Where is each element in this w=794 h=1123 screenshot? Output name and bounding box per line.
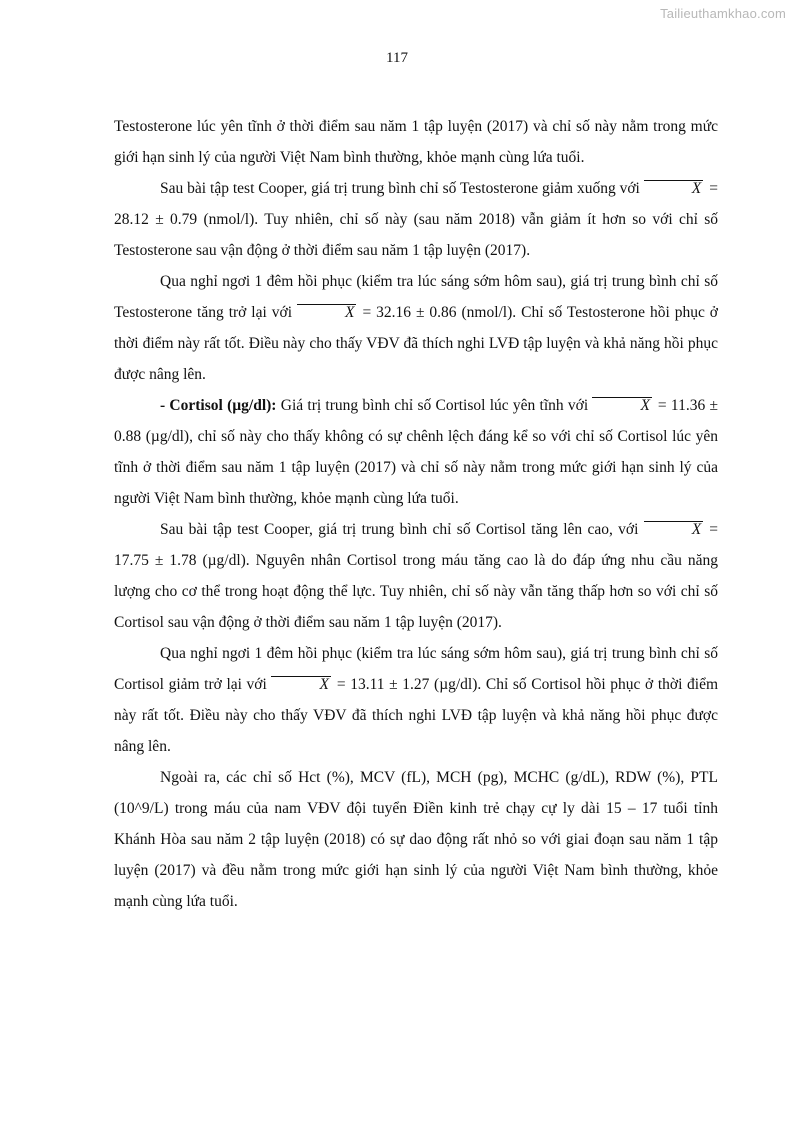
paragraph-4 — [114, 390, 718, 514]
paragraph-5-text-b: = 17.75 ± 1.78 (µg/dl). Nguyên nhân Cortisol trong máu tăng cao là do đáp ứng nhu cầu năng lượng cho cơ thể trong hoạt động thể lực. Tuy nhiên, chỉ số này vẫn tăng thấp hơn so với chỉ số Cortisol sau vận động ở thời điểm sau năm 1 tập luyện (2017). — [114, 521, 719, 631]
mean-symbol: X — [592, 397, 651, 413]
paragraph-3-text-a: Qua nghỉ ngơi 1 đêm hồi phục (kiểm tra lúc sáng sớm hôm sau), giá trị trung bình chỉ số Testosterone tăng trở lại với — [114, 273, 718, 321]
document-body — [114, 111, 718, 917]
paragraph-6-text-a: Qua nghỉ ngơi 1 đêm hồi phục (kiểm tra lúc sáng sớm hôm sau), giá trị trung bình chỉ số Cortisol giảm trở lại với — [114, 645, 718, 693]
mean-symbol: X — [271, 676, 330, 692]
paragraph-4-text-a: Giá trị trung bình chỉ số Cortisol lúc yên tĩnh với — [280, 397, 589, 414]
paragraph-5 — [114, 514, 718, 638]
mean-symbol: X — [644, 180, 703, 196]
paragraph-6 — [114, 638, 718, 762]
paragraph-1: Testosterone lúc yên tĩnh ở thời điểm sau năm 1 tập luyện (2017) và chỉ số này nằm trong mức giới hạn sinh lý của người Việt Nam bình thường, khỏe mạnh cùng lứa tuổi. — [114, 118, 718, 166]
paragraph-4-text-b: = 11.36 ± 0.88 (µg/dl), chỉ số này cho thấy không có sự chênh lệch đáng kể so với chỉ số Cortisol lúc yên tĩnh ở thời điểm sau năm 1 tập luyện (2017) và chỉ số này nằm trong mức giới hạn sinh lý của người Việt Nam bình thường, khỏe mạnh cùng lứa tuổi. — [114, 397, 718, 507]
paragraph-2-text-a: Sau bài tập test Cooper, giá trị trung bình chỉ số Testosterone giảm xuống với — [160, 180, 640, 197]
paragraph-6-text-b: = 13.11 ± 1.27 (µg/dl). Chỉ số Cortisol hồi phục ở thời điểm này rất tốt. Điều này cho thấy VĐV đã thích nghi LVĐ tập luyện và khả năng hồi phục được nâng lên. — [114, 676, 719, 755]
paragraph-2 — [114, 173, 718, 266]
page-number: 117 — [386, 50, 408, 66]
watermark: Tailieuthamkhao.com — [660, 6, 786, 21]
paragraph-3 — [114, 266, 718, 390]
cortisol-heading: - Cortisol (µg/dl): — [160, 397, 277, 414]
paragraph-5-text-a: Sau bài tập test Cooper, giá trị trung bình chỉ số Cortisol tăng lên cao, với — [160, 521, 639, 538]
paragraph-7: Ngoài ra, các chỉ số Hct (%), MCV (fL), MCH (pg), MCHC (g/dL), RDW (%), PTL (10^9/L) trong máu của nam VĐV đội tuyển Điền kinh trẻ chạy cự ly dài 15 – 17 tuổi tỉnh Khánh Hòa sau năm 2 tập luyện (2018) có sự dao động rất nhỏ so với giai đoạn sau năm 1 tập luyện (2017) và đều nằm trong mức giới hạn sinh lý của người Việt Nam bình thường, khỏe mạnh cùng lứa tuổi. — [114, 769, 718, 910]
paragraph-2-text-b: = 28.12 ± 0.79 (nmol/l). Tuy nhiên, chỉ số này (sau năm 2018) vẫn giảm ít hơn so với chỉ số Testosterone sau vận động ở thời điểm sau năm 1 tập luyện (2017). — [114, 180, 719, 259]
mean-symbol: X — [644, 521, 703, 537]
mean-symbol: X — [297, 304, 356, 320]
paragraph-3-text-b: = 32.16 ± 0.86 (nmol/l). Chỉ số Testosterone hồi phục ở thời điểm này rất tốt. Điều này cho thấy VĐV đã thích nghi LVĐ tập luyện và khả năng hồi phục được nâng lên. — [114, 304, 718, 383]
